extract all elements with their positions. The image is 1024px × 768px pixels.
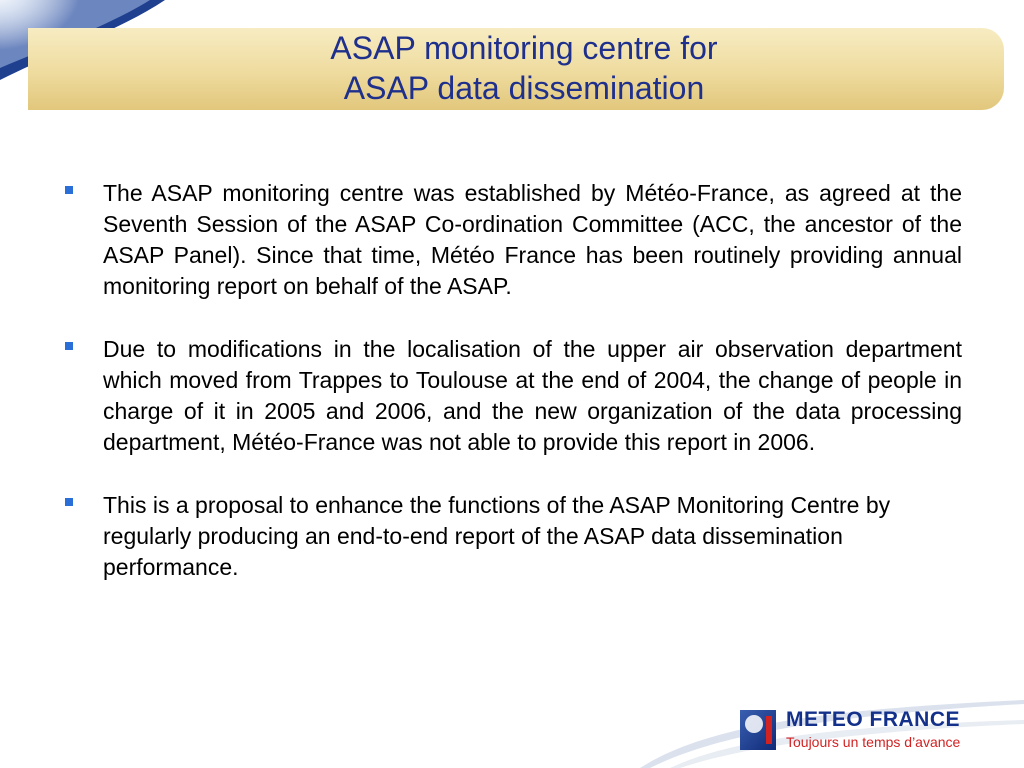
square-bullet-icon [65,342,73,350]
title-line-2: ASAP data dissemination [343,70,705,106]
list-item [62,178,962,302]
title-line-1: ASAP monitoring centre for [330,30,718,66]
list-item [62,334,962,458]
bullet-text: Due to modifications in the localisation of the upper air observation department which moved from Trappes to Toulouse at the end of 2004, the change of people in charge of it in 2005 and 2006, and the new organization of the data processing department, Météo-France was not able to provide this report in 2006. [103,336,962,455]
bullet-text: The ASAP monitoring centre was established by Météo-France, as agreed at the Seventh Session of the ASAP Co-ordination Committee (ACC, the ancestor of the ASAP Panel). Since that time, Météo France has been routinely providing annual monitoring report on behalf of the ASAP. [103,180,962,299]
list-item [62,490,962,583]
bullet-text: This is a proposal to enhance the functions of the ASAP Monitoring Centre by regularly producing an end-to-end report of the ASAP data dissemination performance. [103,492,891,580]
slide-title [0,28,1024,108]
square-bullet-icon [65,186,73,194]
bullet-list [62,178,962,615]
logo-tagline: Toujours un temps d’avance [786,734,961,750]
meteo-france-logo [740,708,1010,756]
logo-name: METEO FRANCE [786,708,960,731]
square-bullet-icon [65,498,73,506]
meteo-france-logo-icon [740,710,776,750]
